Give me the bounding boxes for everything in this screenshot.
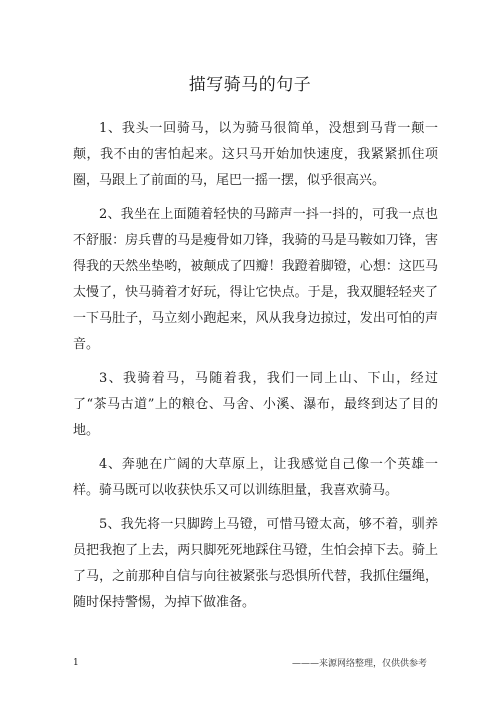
page-title: 描写骑马的句子 [188,75,312,95]
paragraph-4: 4、奔驰在广阔的大草原上，让我感觉自己像一个英雄一样。骑马既可以收获快乐又可以训练胆量，我喜欢骑马。 [73,457,438,498]
document-body [73,116,438,624]
source-note: ———来源网络整理，仅供供参考 [291,659,427,669]
paragraph-5: 5、我先将一只脚跨上马镫，可惜马镫太高，够不着，驯养员把我抱了上去，两只脚死死地踩住马镫，生怕会掉下去。骑上了马，之前那种自信与向往被紧张与恐惧所代替，我抓住缰绳，随时保持警惕，为掉下做准备。 [73,517,438,610]
page-number: 1 [73,658,79,668]
paragraph-1: 1、我头一回骑马，以为骑马很简单，没想到马背一颠一颠，我不由的害怕起来。这只马开始加快速度，我紧紧抓住项圈，马跟上了前面的马，尾巴一摇一摆，似乎很高兴。 [73,121,438,188]
paragraph-3: 3、我骑着马，马随着我，我们一同上山、下山，经过了“茶马古道”上的粮仓、马舍、小溪、瀑布，最终到达了目的地。 [73,371,438,438]
paragraph-2: 2、我坐在上面随着轻快的马蹄声一抖一抖的，可我一点也不舒服：房兵曹的马是瘦骨如刀锋，我骑的马是马鞍如刀锋，害得我的天然坐垫哟，被颠成了四瓣！我蹬着脚镫，心想：这匹马太慢了，快马骑着才好玩，得让它快点。于是，我双腿轻轻夹了一下马肚子，马立刻小跑起来，风从我身边掠过，发出可怕的声音。 [73,207,438,352]
